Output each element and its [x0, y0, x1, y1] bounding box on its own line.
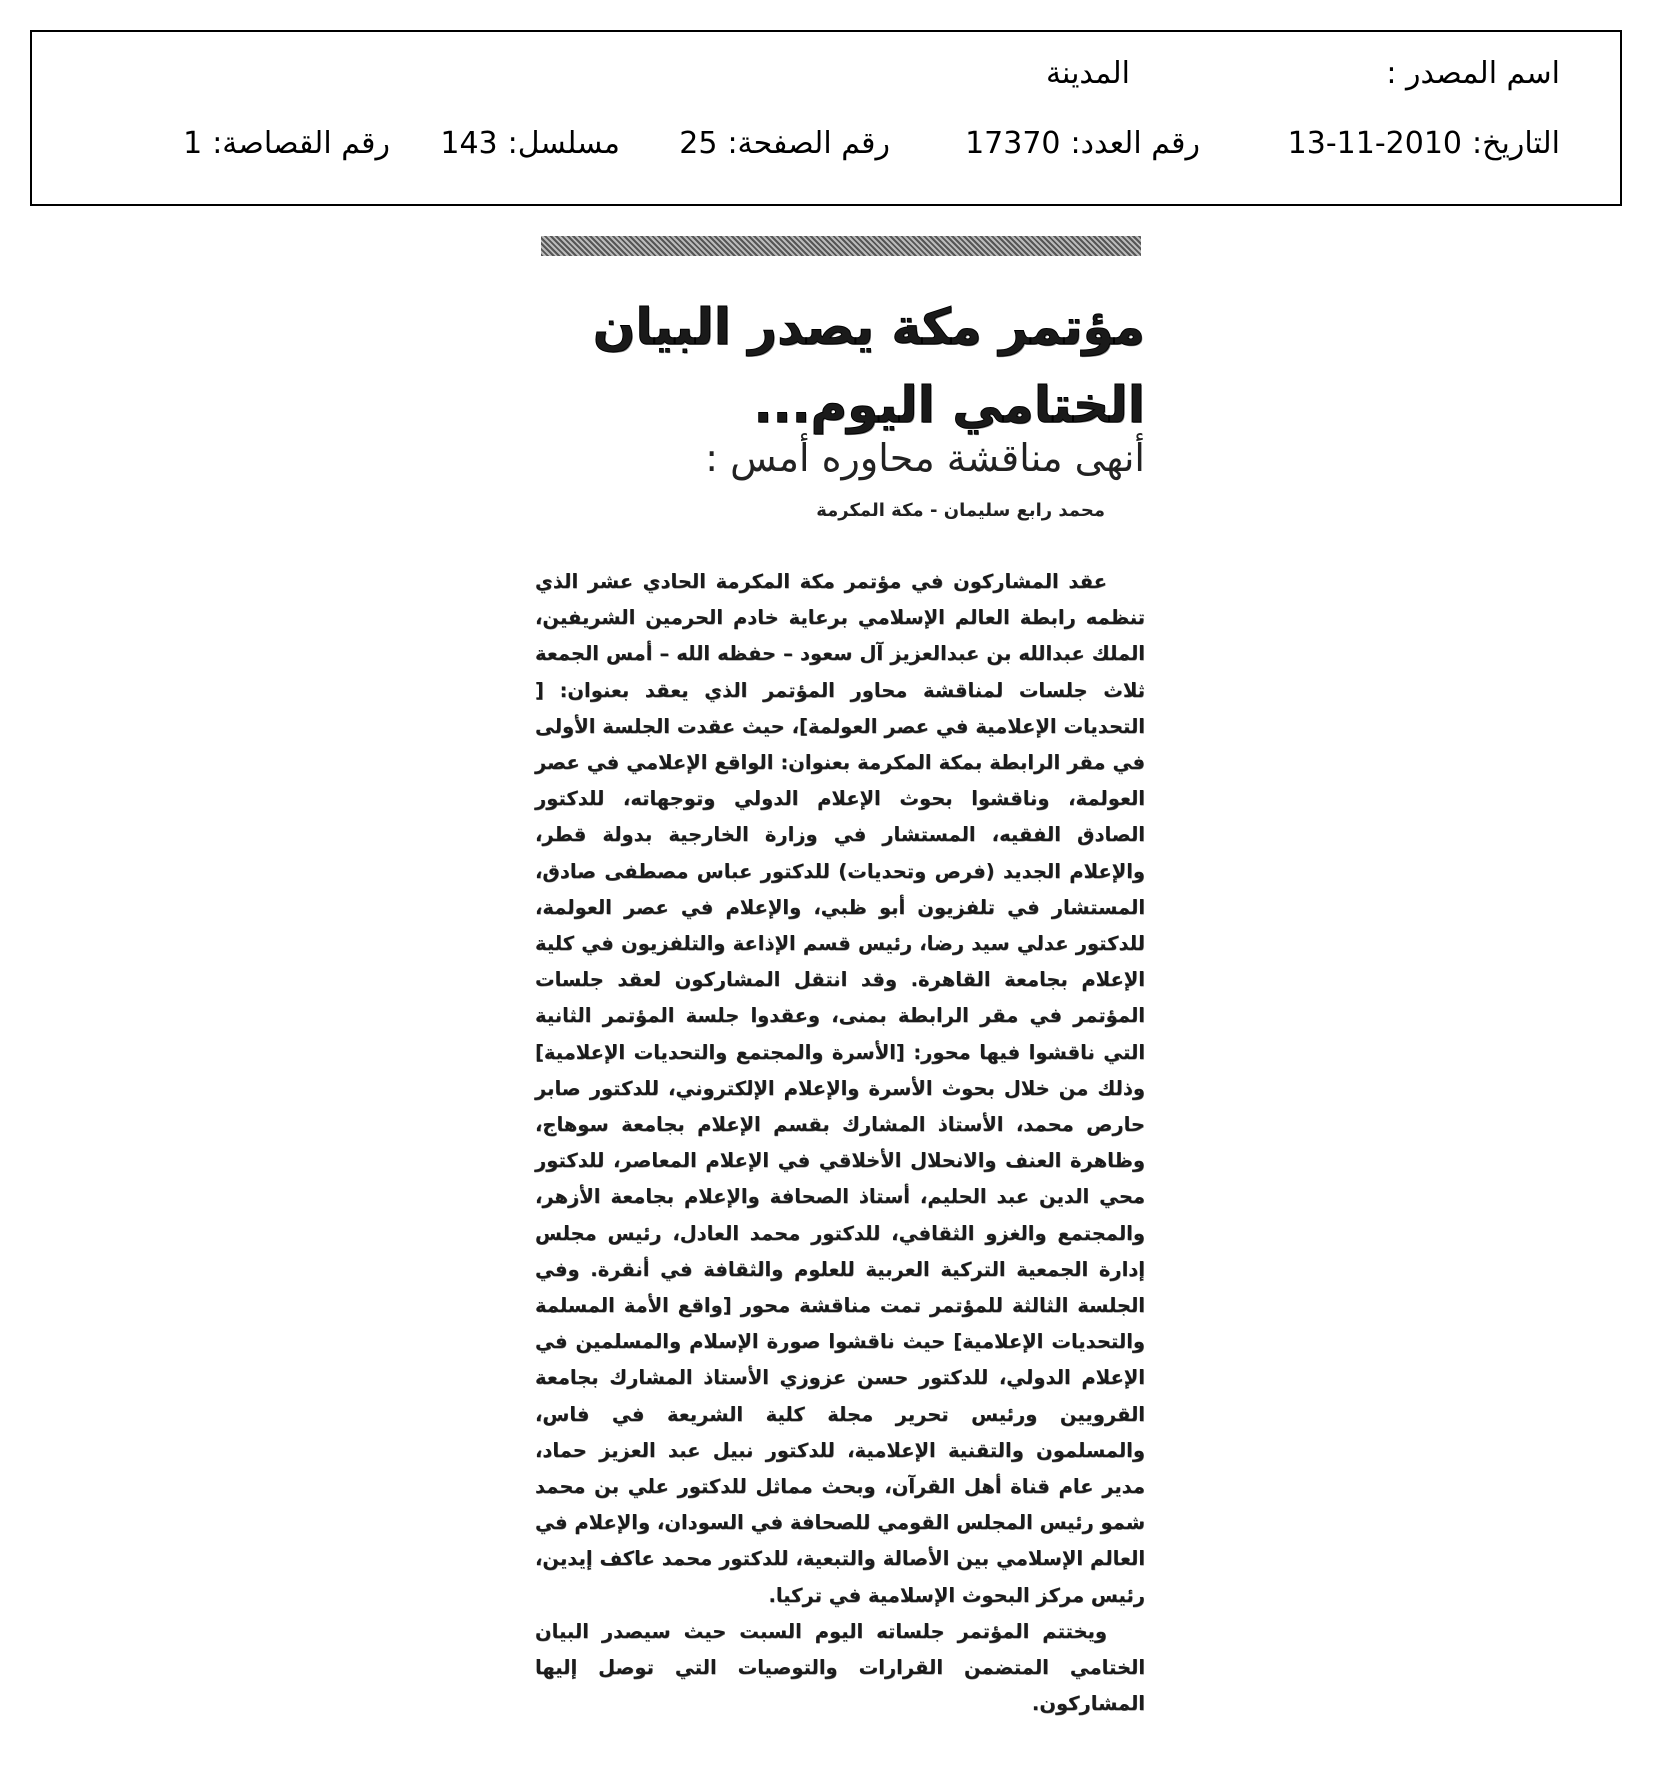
clip-field — [170, 126, 390, 161]
article-headline: مؤتمر مكة يصدر البيان الختامي اليوم... — [592, 298, 1145, 434]
article-subheadline: أنهى مناقشة محاوره أمس : — [705, 436, 1145, 480]
source-value: المدينة — [1045, 56, 1130, 91]
decorative-rule — [541, 236, 1141, 256]
page-label: رقم الصفحة: — [727, 126, 890, 161]
date-label: التاريخ: — [1472, 126, 1560, 161]
issue-field — [940, 126, 1200, 161]
article-body — [535, 564, 1145, 1723]
issue-value: 17370 — [965, 126, 1061, 161]
clip-label: رقم القصاصة: — [212, 126, 390, 161]
serial-value: 143 — [440, 126, 498, 161]
date-field — [1260, 126, 1560, 161]
issue-label: رقم العدد: — [1070, 126, 1200, 161]
serial-field — [440, 126, 620, 161]
clip-value: 1 — [183, 126, 203, 161]
article-paragraph: عقد المشاركون في مؤتمر مكة المكرمة الحادي عشر الذي تنظمه رابطة العالم الإسلامي برعاية خادم الحرمين الشريفين، الملك عبدالله بن عبدالعزيز آل سعود – حفظه الله – أمس الجمعة ثلاث جلسات لمناقشة محاور المؤتمر الذي يعقد بعنوان: [ التحديات الإعلامية في عصر العولمة]، حيث عقدت الجلسة الأولى في مقر الرابطة بمكة المكرمة بعنوان: الواقع الإعلامي في عصر العولمة، وناقشوا بحوث الإعلام الدولي وتوجهاته، للدكتور الصادق الفقيه، المستشار في وزارة الخارجية بدولة قطر، والإعلام الجديد (فرص وتحديات) للدكتور عباس مصطفى صادق، المستشار في تلفزيون أبو ظبي، والإعلام في عصر العولمة، للدكتور عدلي سيد رضا، رئيس قسم الإذاعة والتلفزيون في كلية الإعلام بجامعة القاهرة. وقد انتقل المشاركون لعقد جلسات المؤتمر في مقر الرابطة بمنى، وعقدوا جلسة المؤتمر الثانية التي ناقشوا فيها محور: [الأسرة والمجتمع والتحديات الإعلامية] وذلك من خلال بحوث الأسرة والإعلام الإلكتروني، للدكتور صابر حارص محمد، الأستاذ المشارك بقسم الإعلام بجامعة سوهاج، وظاهرة العنف والانحلال الأخلاقي في الإعلام المعاصر، للدكتور محي الدين عبد الحليم، أستاذ الصحافة والإعلام بجامعة الأزهر، والمجتمع والغزو الثقافي، للدكتور محمد العادل، رئيس مجلس إدارة الجمعية التركية العربية للعلوم والثقافة في أنقرة. وفي الجلسة الثالثة للمؤتمر تمت مناقشة محور [واقع الأمة المسلمة والتحديات الإعلامية] حيث ناقشوا صورة الإسلام والمسلمين في الإعلام الدولي، للدكتور حسن عزوزي الأستاذ المشارك بجامعة القرويين ورئيس تحرير مجلة كلية الشريعة في فاس، والمسلمون والتقنية الإعلامية، للدكتور نبيل عبد العزيز حماد، مدير عام قناة أهل القرآن، وبحث مماثل للدكتور علي بن محمد شمو رئيس المجلس القومي للصحافة في السودان، والإعلام في العالم الإسلامي بين الأصالة والتبعية، للدكتور محمد عاكف إيدين، رئيس مركز البحوث الإسلامية في تركيا. — [535, 570, 1145, 1607]
page-field — [660, 126, 890, 161]
date-value: 13-11-2010 — [1287, 126, 1463, 161]
page-value: 25 — [679, 126, 718, 161]
clipping-info-box — [30, 30, 1622, 206]
details-row — [92, 126, 1560, 161]
source-row — [92, 56, 1560, 91]
article-paragraph: ويختتم المؤتمر جلساته اليوم السبت حيث سيصدر البيان الختامي المتضمن القرارات والتوصيات التي توصل إليها المشاركون. — [535, 1619, 1145, 1716]
source-label: اسم المصدر : — [1386, 56, 1560, 91]
newspaper-clipping — [535, 236, 1145, 1726]
article-byline: محمد رابع سليمان - مكة المكرمة — [816, 500, 1105, 521]
source-field — [1130, 56, 1560, 91]
source-value-field — [1046, 56, 1130, 91]
serial-label: مسلسل: — [507, 126, 620, 161]
